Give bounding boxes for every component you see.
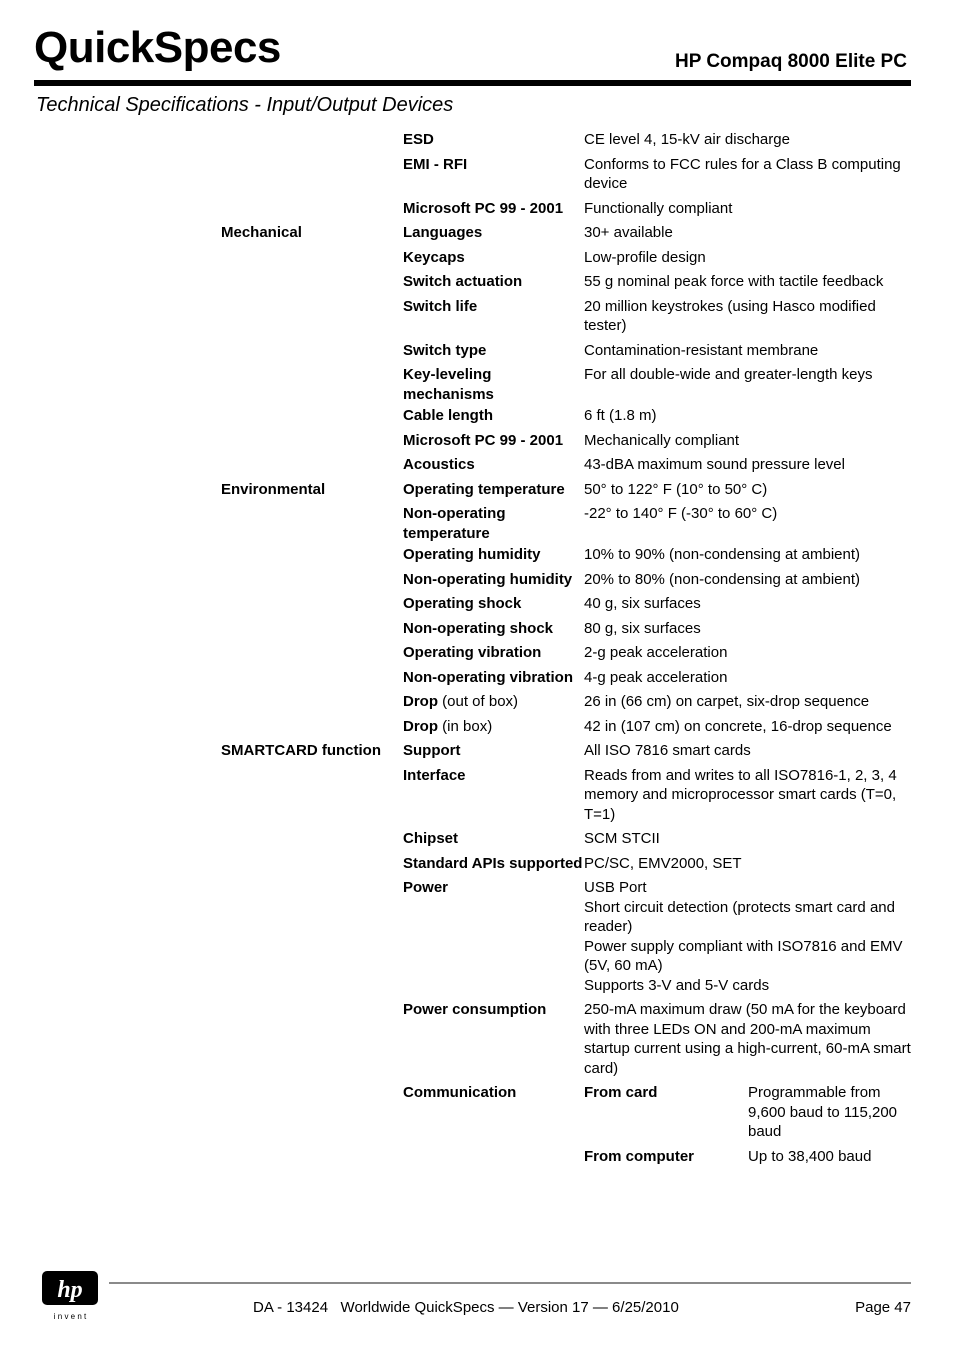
spec-category [221,666,403,691]
logo-text: hp [57,1277,83,1303]
product-name: HP Compaq 8000 Elite PC [675,51,907,72]
spec-category [221,827,403,852]
spec-value [584,246,911,271]
spec-key-label: Acoustics [403,456,475,473]
spec-table [221,128,911,1169]
communication-label: From computer [584,1147,695,1165]
spec-key [403,363,584,404]
spec-row-communication [221,1081,911,1145]
spec-category: Environmental [221,480,326,498]
spec-row [221,739,911,764]
spec-value-line: 6 ft (1.8 m) [584,407,657,424]
spec-category [221,295,403,339]
spec-key-note: (in box) [438,717,493,735]
spec-row [221,295,911,339]
spec-value-line: 30+ available [584,224,673,241]
spec-value-line: 55 g nominal peak force with tactile feedback [584,273,884,290]
spec-key-label: EMI - RFI [403,155,468,173]
spec-row [221,827,911,852]
spec-row [221,568,911,593]
footer-document-info: DA - 13424 Worldwide QuickSpecs — Version 17 — 6/25/2010 [253,1299,679,1316]
spec-key-label: Operating vibration [403,644,542,661]
spec-key [403,715,584,740]
spec-key [403,270,584,295]
spec-category [221,404,403,429]
spec-value [584,502,911,543]
spec-value [584,197,911,222]
spec-row [221,404,911,429]
spec-value [584,295,911,339]
spec-key-label: Non-operating temperature [403,505,506,542]
spec-value [584,876,911,998]
spec-key [403,739,584,764]
spec-value [584,715,911,740]
spec-value-line: Short circuit detection (protects smart card and reader) [584,898,895,935]
spec-key-label: Non-operating shock [403,619,554,637]
spec-value [584,764,911,828]
spec-value-line: 42 in (107 cm) on concrete, 16-drop sequence [584,717,892,735]
spec-value-line: Conforms to FCC rules for a Class B computing device [584,155,901,192]
spec-value-line: -22° to 140° F (-30° to 60° C) [584,505,778,522]
spec-value-line: Power supply compliant with ISO7816 and EMV (5V, 60 mA) [584,937,903,974]
spec-row [221,502,911,543]
spec-category [221,568,403,593]
spec-value-line: 20% to 80% (non-condensing at ambient) [584,570,861,588]
spec-category [221,852,403,877]
brand-title: QuickSpecs [34,23,281,72]
spec-value-line: Functionally compliant [584,199,733,217]
spec-value [584,453,911,478]
spec-value [584,739,911,764]
spec-value-line: Low-profile design [584,248,706,266]
spec-key [403,764,584,828]
spec-row [221,128,911,153]
spec-row [221,153,911,197]
spec-value-line: PC/SC, EMV2000, SET [584,854,742,872]
spec-category [221,246,403,271]
spec-row [221,592,911,617]
spec-value [584,827,911,852]
spec-category [221,339,403,364]
spec-value [584,666,911,691]
spec-key-label: Microsoft PC 99 - 2001 [403,199,564,217]
spec-category: SMARTCARD function [221,742,381,759]
spec-value-line: Reads from and writes to all ISO7816-1, 2, 3, 4 memory and microprocessor smart cards (T=0, T=1) [584,766,897,823]
spec-key [403,827,584,852]
spec-key-label: Drop [403,717,438,735]
spec-value-line: USB Port [584,879,647,896]
spec-category [221,715,403,740]
spec-key [403,478,584,503]
spec-category: Mechanical [221,224,302,241]
spec-key [403,641,584,666]
communication-label: From card [584,1084,658,1101]
spec-key-label: Switch life [403,297,478,315]
spec-row [221,617,911,642]
spec-value [584,568,911,593]
spec-value-line: 50° to 122° F (10° to 50° C) [584,480,768,498]
spec-value [584,543,911,568]
spec-key-label: Switch actuation [403,273,523,290]
spec-key [403,339,584,364]
spec-key [403,153,584,197]
spec-key-label: Non-operating vibration [403,668,573,686]
spec-value-line: 80 g, six surfaces [584,619,701,637]
spec-key [403,592,584,617]
spec-key-label: Power [403,879,449,896]
spec-key [403,998,584,1081]
spec-key [403,852,584,877]
spec-key [403,502,584,543]
spec-value [584,221,911,246]
spec-key-label: Standard APIs supported [403,854,583,872]
spec-row [221,363,911,404]
spec-row [221,641,911,666]
spec-key-label: Key-leveling mechanisms [403,366,494,403]
spec-key: Communication [403,1084,517,1101]
spec-row [221,429,911,454]
spec-row [221,478,911,503]
spec-row [221,666,911,691]
communication-subrow [584,1081,911,1145]
spec-category [221,764,403,828]
hp-logo-icon [40,1269,100,1321]
spec-category [221,543,403,568]
spec-key [403,404,584,429]
spec-key-label: Operating humidity [403,546,541,563]
spec-key [403,429,584,454]
spec-key [403,197,584,222]
spec-value-line: 40 g, six surfaces [584,595,701,612]
spec-row [221,998,911,1081]
spec-key [403,666,584,691]
spec-category [221,592,403,617]
spec-value [584,592,911,617]
spec-row [221,221,911,246]
spec-category [221,363,403,404]
footer-rule [109,1282,911,1284]
communication-subrow [584,1145,911,1170]
spec-value-line: 20 million keystrokes (using Hasco modified tester) [584,297,876,334]
spec-key-label: Chipset [403,830,459,847]
spec-value-line: SCM STCII [584,830,660,847]
spec-row [221,339,911,364]
spec-value [584,617,911,642]
spec-row [221,690,911,715]
spec-key [403,128,584,153]
spec-value-line: Supports 3-V and 5-V cards [584,976,770,994]
spec-value-line: 10% to 90% (non-condensing at ambient) [584,546,861,563]
spec-key-label: Drop [403,693,438,710]
spec-value [584,153,911,197]
spec-key-note: (out of box) [438,693,519,710]
spec-key-label: Switch type [403,341,487,359]
spec-value-line: 26 in (66 cm) on carpet, six-drop sequence [584,693,870,710]
spec-key [403,1145,584,1170]
spec-row [221,543,911,568]
spec-category [221,876,403,998]
spec-value [584,270,911,295]
spec-category [221,153,403,197]
spec-key-label: Power consumption [403,1001,547,1018]
spec-category [221,270,403,295]
spec-value-line: CE level 4, 15-kV air discharge [584,131,790,148]
spec-key-label: Keycaps [403,248,465,266]
spec-value [584,429,911,454]
spec-category [221,1145,403,1170]
spec-row [221,715,911,740]
spec-key-label: Operating shock [403,595,522,612]
spec-row [221,876,911,998]
spec-key-label: ESD [403,131,434,148]
spec-value-line: 4-g peak acceleration [584,668,728,686]
spec-value [584,363,911,404]
spec-row [221,197,911,222]
logo-tagline: i n v e n t [53,1312,87,1321]
spec-category [221,197,403,222]
spec-value [584,128,911,153]
spec-key [403,876,584,998]
spec-category [221,641,403,666]
spec-value [584,404,911,429]
spec-key [403,543,584,568]
spec-key-label: Support [403,742,461,759]
communication-value: Programmable from 9,600 baud to 115,200 baud [748,1084,898,1140]
spec-value [584,852,911,877]
spec-category [221,690,403,715]
spec-key-label: Interface [403,766,466,784]
spec-key [403,568,584,593]
spec-key [403,453,584,478]
spec-row [221,453,911,478]
spec-category [221,617,403,642]
spec-category [221,429,403,454]
section-title: Technical Specifications - Input/Output Devices [36,94,454,116]
spec-key-label: Non-operating humidity [403,570,573,588]
spec-value [584,690,911,715]
spec-row [221,270,911,295]
spec-value-line: All ISO 7816 smart cards [584,742,751,759]
spec-value-line: 43-dBA maximum sound pressure level [584,456,845,473]
spec-row-communication [221,1145,911,1170]
spec-row [221,246,911,271]
spec-key-label: Languages [403,224,483,241]
communication-value: Up to 38,400 baud [748,1147,872,1165]
spec-category [221,453,403,478]
header-rule [34,80,911,86]
spec-key-label: Operating temperature [403,480,565,498]
spec-category [221,1081,403,1145]
spec-key [403,246,584,271]
spec-value [584,478,911,503]
spec-category [221,502,403,543]
spec-value [584,339,911,364]
spec-value-line: Mechanically compliant [584,431,740,449]
spec-category [221,128,403,153]
spec-key [403,690,584,715]
spec-category [221,998,403,1081]
spec-row [221,852,911,877]
spec-value-line: For all double-wide and greater-length keys [584,366,873,383]
spec-key-label: Microsoft PC 99 - 2001 [403,431,564,449]
spec-key-label: Cable length [403,407,494,424]
spec-value [584,998,911,1081]
spec-value [584,641,911,666]
spec-value-line: 250-mA maximum draw (50 mA for the keyboard with three LEDs ON and 200-mA maximum startup current using a high-current, 60-mA smart card) [584,1001,911,1077]
spec-key [403,221,584,246]
spec-value-line: 2-g peak acceleration [584,644,728,661]
spec-key [403,617,584,642]
spec-key [403,295,584,339]
footer-page-number: Page 47 [855,1299,911,1316]
spec-row [221,764,911,828]
spec-value-line: Contamination-resistant membrane [584,341,819,359]
